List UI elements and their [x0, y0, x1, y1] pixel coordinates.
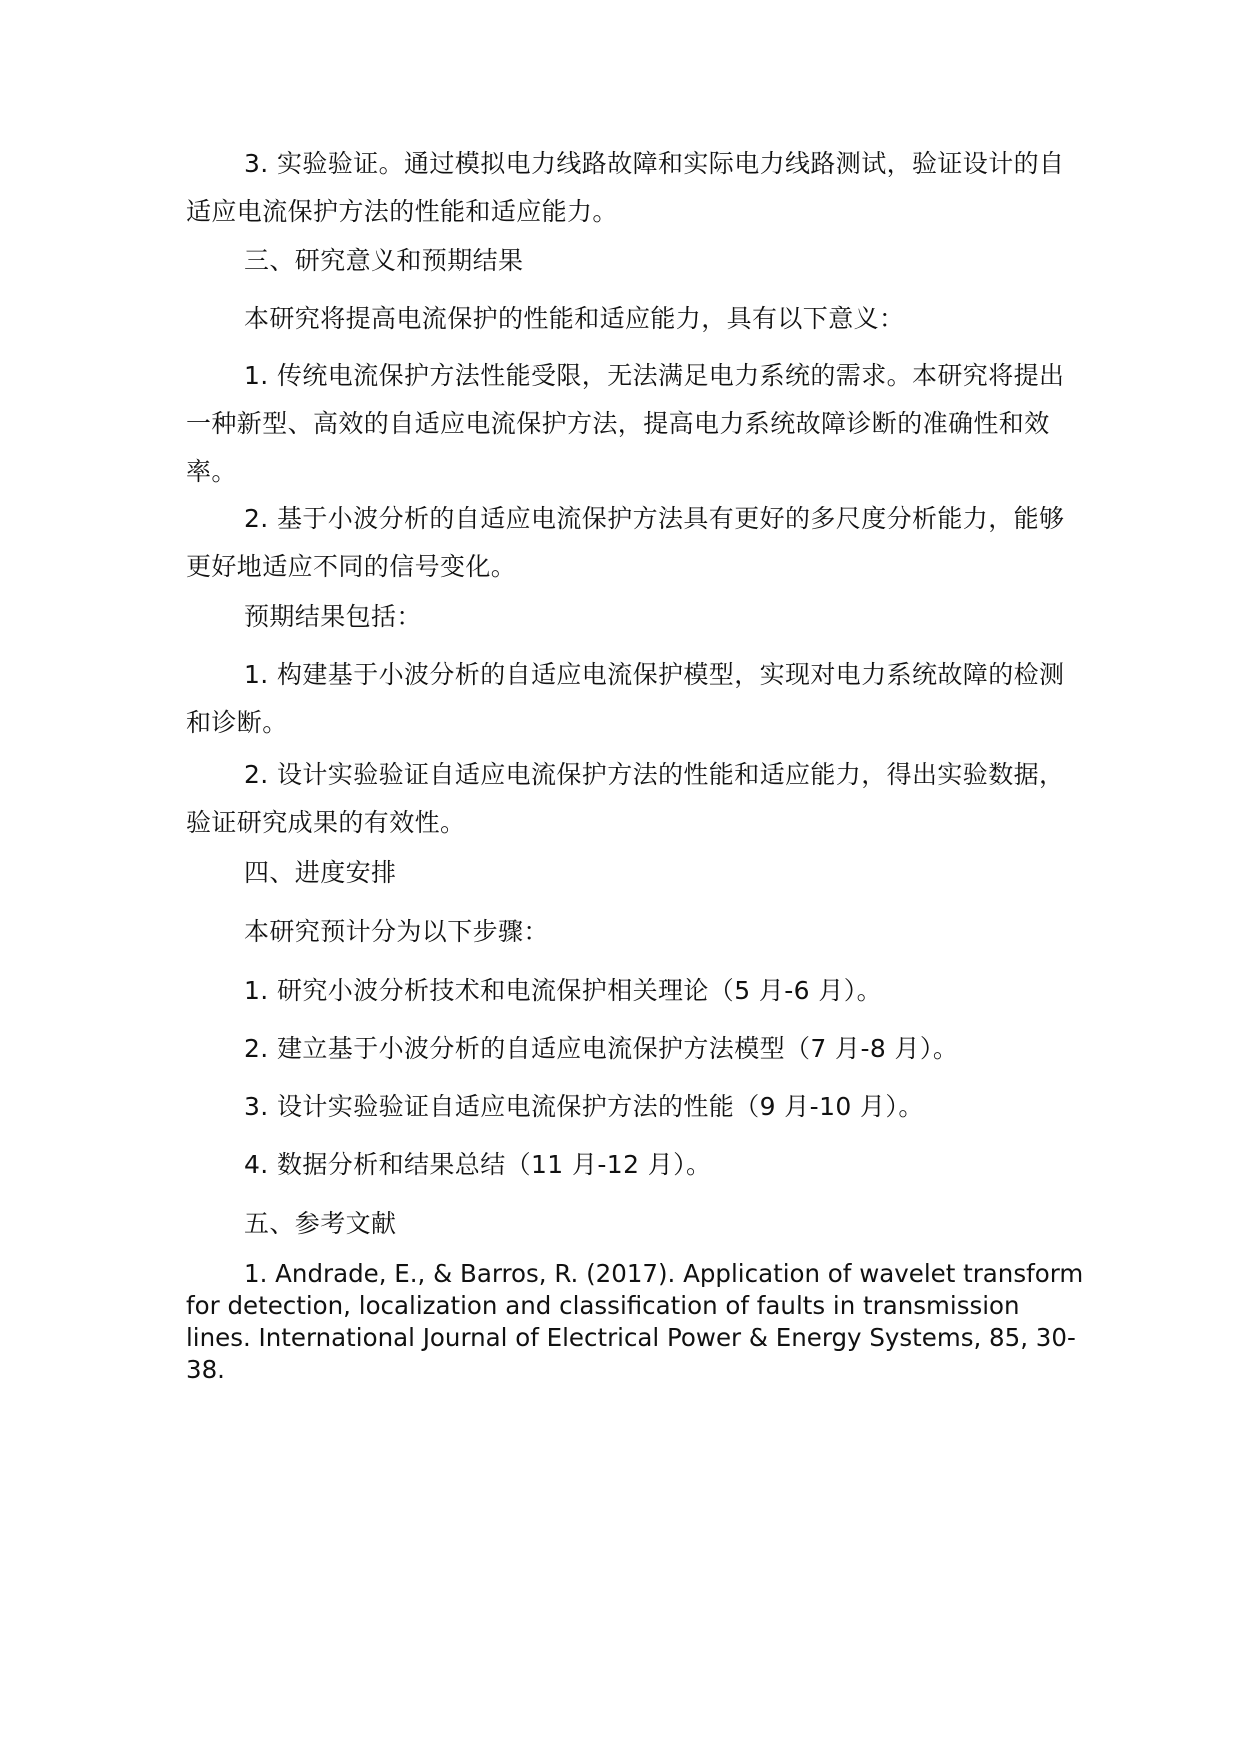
paragraph-expected-results-intro: 预期结果包括： [244, 602, 422, 631]
reference-item-1: 1. Andrade, E., & Barros, R. (2017). Application of wavelet transform for detection, localization and classification of faults in transmission lines. International Journal of Electrical Power & Energy Systems, 85, 30-38. [186, 1259, 1084, 1384]
schedule-step-1: 1. 研究小波分析技术和电流保护相关理论（5 月-6 月）。 [244, 976, 883, 1005]
paragraph-significance-1: 1. 传统电流保护方法性能受限，无法满足电力系统的需求。本研究将提出一种新型、高效的自适应电流保护方法，提高电力系统故障诊断的准确性和效率。 [186, 361, 1065, 486]
section-heading-schedule: 四、进度安排 [244, 858, 397, 887]
paragraph-experiment-validation: 3. 实验验证。通过模拟电力线路故障和实际电力线路测试，验证设计的自适应电流保护方法的性能和适应能力。 [186, 149, 1065, 226]
schedule-step-2: 2. 建立基于小波分析的自适应电流保护方法模型（7 月-8 月）。 [244, 1034, 959, 1063]
paragraph-schedule-intro: 本研究预计分为以下步骤： [244, 917, 549, 946]
paragraph-significance-2: 2. 基于小波分析的自适应电流保护方法具有更好的多尺度分析能力，能够更好地适应不同的信号变化。 [186, 504, 1065, 581]
paragraph-expected-result-2: 2. 设计实验验证自适应电流保护方法的性能和适应能力，得出实验数据，验证研究成果的有效性。 [186, 760, 1065, 837]
paragraph-significance-intro: 本研究将提高电流保护的性能和适应能力，具有以下意义： [244, 304, 905, 333]
section-heading-significance: 三、研究意义和预期结果 [244, 246, 524, 275]
section-heading-references: 五、参考文献 [244, 1209, 397, 1238]
schedule-step-4: 4. 数据分析和结果总结（11 月-12 月）。 [244, 1150, 712, 1179]
schedule-step-3: 3. 设计实验验证自适应电流保护方法的性能（9 月-10 月）。 [244, 1092, 924, 1121]
paragraph-expected-result-1: 1. 构建基于小波分析的自适应电流保护模型，实现对电力系统故障的检测和诊断。 [186, 660, 1065, 737]
